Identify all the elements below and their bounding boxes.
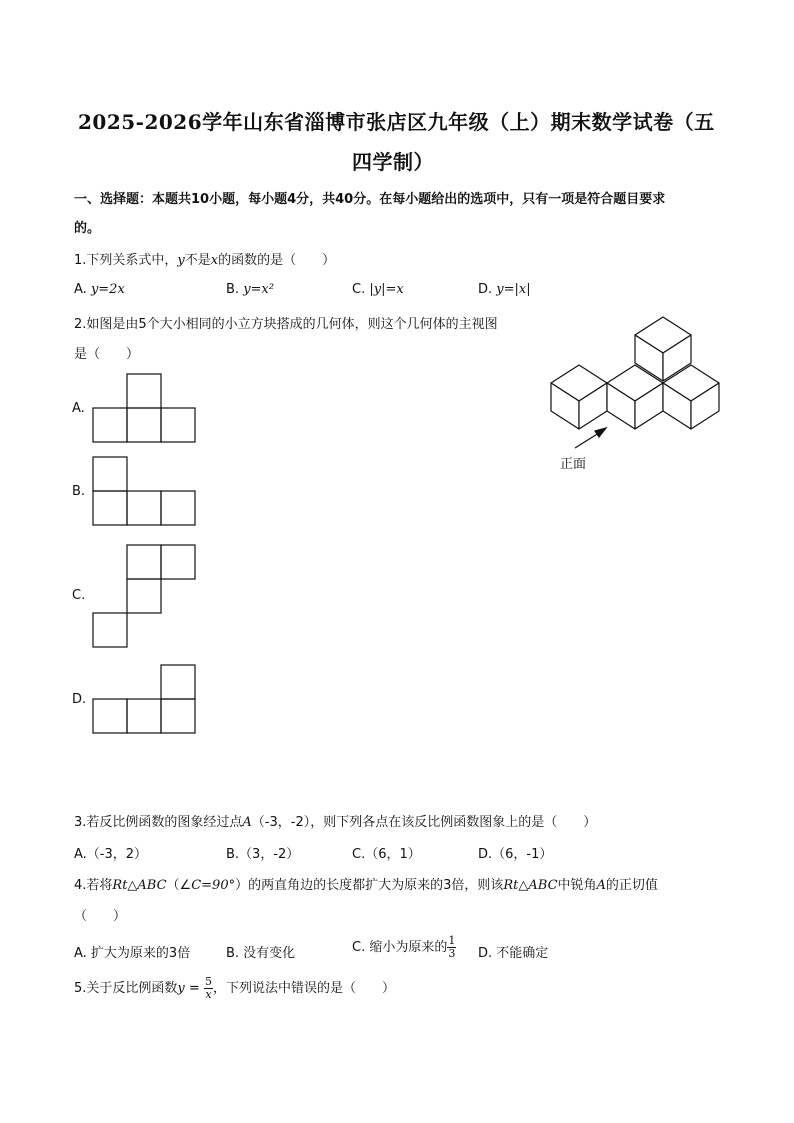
page-title-line2: 四学制） bbox=[352, 150, 434, 174]
q1-text-a: 1.下列关系式中， bbox=[74, 253, 178, 268]
q1-option-d: D. y=|x| bbox=[478, 282, 531, 297]
section-header-line1: 一、选择题：本题共10小题，每小题4分，共40分。在每小题给出的选项中，只有一项是符合题目要求 bbox=[74, 192, 666, 207]
q3-option-c: C.（6，1） bbox=[352, 847, 421, 862]
question-3-stem: 3.若反比例函数的图象经过点A（-3，-2），则下列各点在该反比例函数图象上的是（ ） bbox=[74, 815, 597, 830]
q3-option-d: D.（6，-1） bbox=[478, 847, 553, 862]
question-1-stem bbox=[74, 249, 335, 268]
q4-option-a: A. 扩大为原来的3倍 bbox=[74, 946, 191, 961]
q2-option-a-view bbox=[92, 372, 202, 444]
q4-option-b: B. 没有变化 bbox=[226, 946, 296, 961]
q2-option-c-view bbox=[92, 543, 202, 649]
q4-option-c: C. 缩小为原来的 $\frac{1}{3}$ bbox=[352, 934, 456, 960]
q1-text-c: 的函数的是（ ） bbox=[218, 253, 336, 268]
q2-option-b-view bbox=[92, 455, 202, 527]
question-5-stem: 5.关于反比例函数y = $\frac{5}{x}$ ，下列说法中错误的是（ ） bbox=[74, 975, 395, 1001]
question-2-stem-line1: 2.如图是由5个大小相同的小立方块搭成的几何体，则这个几何体的主视图 bbox=[74, 317, 498, 332]
q1-var-y: y bbox=[177, 253, 185, 268]
q2-option-a-label: A. bbox=[72, 401, 85, 416]
q2-option-d-label: D. bbox=[72, 692, 87, 707]
q2-option-b-label: B. bbox=[72, 484, 86, 499]
question-2-stem-line2: 是（ ） bbox=[74, 347, 140, 362]
q1-option-a: A. y=2x bbox=[74, 282, 125, 297]
question-4-stem-line2: （ ） bbox=[74, 909, 127, 924]
q2-option-d-view bbox=[92, 663, 202, 735]
question-4-stem-line1: 4.若将Rt△ABC（∠C=90°）的两直角边的长度都扩大为原来的3倍，则该Rt△ABC中锐角A的正切值 bbox=[74, 878, 658, 893]
q2-option-c-label: C. bbox=[72, 588, 86, 603]
q3-option-b: B.（3，-2） bbox=[226, 847, 300, 862]
q1-text-b: 不是 bbox=[184, 253, 211, 268]
section-header-line2: 的。 bbox=[74, 221, 101, 236]
q1-var-x: x bbox=[210, 253, 219, 268]
page-title-line1: 2025-2026学年山东省淄博市张店区九年级（上）期末数学试卷（五 bbox=[78, 110, 715, 134]
q3-option-a: A.（-3，2） bbox=[74, 847, 148, 862]
q4-option-d: D. 不能确定 bbox=[478, 946, 549, 961]
q2-front-label: 正面 bbox=[560, 457, 587, 472]
q1-option-c: C. |y|=x bbox=[352, 282, 404, 297]
q1-option-b: B. y=x² bbox=[226, 282, 274, 297]
